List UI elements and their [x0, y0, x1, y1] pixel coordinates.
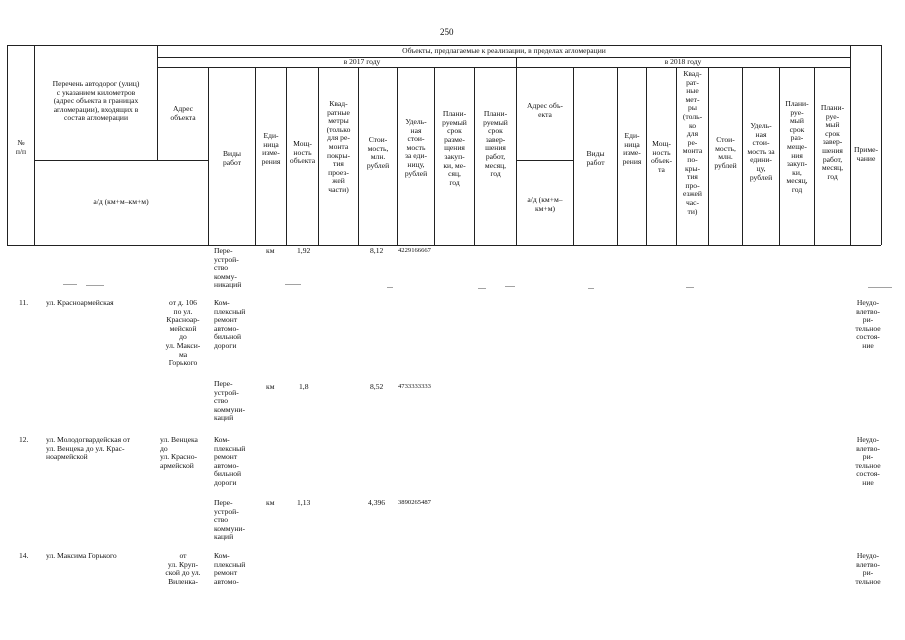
row12-number: 12. [19, 435, 29, 444]
row11-road-name: ул. Красноармейская [46, 298, 114, 307]
row12b-power: 1,13 [297, 498, 311, 507]
row12b-cost: 4,396 [368, 498, 386, 507]
row14-note: Неудо- влетво- ри- тельное [855, 551, 881, 586]
row0-power: 1,92 [297, 246, 311, 255]
row12-road-name: ул. Молодогвардейская от ул. Венцека до ул. Крас- ноармейской [46, 435, 131, 462]
header-road-km-2018: а/д (км+м– км+м) [527, 195, 563, 213]
row12b-works: Пере- устрой- ство коммуни- каций [214, 498, 246, 542]
header-unitcost-2018: Удель- ная стои- мость за едини- цу, рублей [747, 121, 775, 182]
header-road-km: а/д (км+м–км+м) [93, 197, 149, 206]
row11b-works: Пере- устрой- ство коммуни- каций [214, 379, 246, 423]
header-cost-2018: Стои- мость, млн. рублей [714, 135, 737, 170]
header-power-2018: Мощ- ность объек- та [651, 139, 672, 174]
row11-address: от д. 106 по ул. Красноар- мейской до ул. Макси- ма Горького [165, 298, 201, 368]
header-plan-place-2017: Плани- руемый срок разме- щения закуп- ки, ме- сяц, год [442, 109, 467, 187]
row11b-cost: 8,52 [370, 382, 384, 391]
row11b-unit: км [266, 382, 275, 391]
row14-address: от ул. Круп- ской до ул. Виленка- [165, 551, 201, 586]
header-sqm-2017: Квад- ратные метры (только для ре- монта покры- тия проез- жей части) [326, 99, 351, 194]
header-address-2018: Адрес объ- екта [527, 101, 563, 119]
header-works-2017: Виды работ [222, 149, 242, 167]
row11b-power: 1,8 [299, 382, 309, 391]
header-objects-title: Объекты, предлагаемые к реализации, в пределах агломерации [402, 46, 606, 55]
row12b-unit: км [266, 498, 275, 507]
page-number: 250 [440, 27, 454, 37]
row11-number: 11. [19, 298, 29, 307]
row11-note: Неудо- влетво- ри- тельное состоя- ние [855, 298, 881, 350]
row12b-unitcost: 3890265487 [398, 499, 431, 506]
header-unit-2017: Еди- ница изме- рения [261, 131, 281, 166]
row0-unitcost: 4229166667 [398, 247, 431, 254]
row11b-unitcost: 4733333333 [398, 383, 431, 390]
row14-number: 14. [19, 551, 29, 560]
header-works-2018: Виды работ [586, 149, 605, 167]
header-address-2017: Адрес объекта [170, 104, 196, 122]
row0-cost: 8,12 [370, 246, 384, 255]
header-unitcost-2017: Удель- ная стои- мость за еди- ницу, рублей [404, 117, 428, 178]
row12-note: Неудо- влетво- ри- тельное состоя- ние [855, 435, 881, 487]
header-cost-2017: Стои- мость, млн. рублей [366, 135, 390, 170]
header-year-2017: в 2017 году [343, 57, 381, 66]
header-sqm-2018: Квад- рат- ные мет- ры (толь- ко для ре- монта по- кры- тия про- езжей час- ти) [682, 69, 703, 216]
row12-works: Ком- плексный ремонт автомо- бильной дороги [214, 435, 246, 487]
header-number: № п/п [15, 138, 27, 156]
row14-works: Ком- плексный ремонт автомо- [214, 551, 246, 586]
header-power-2017: Мощ- ность объекта [289, 139, 316, 166]
header-plan-done-2018: Плани- руе- мый срок завер- шения работ, месяц, год [820, 103, 845, 181]
header-unit-2018: Еди- ница изме- рения [622, 131, 642, 166]
header-road-list: Перечень автодорог (улиц) с указанием километров (адрес объекта в границах агломерации), входящих в состав агломерации [52, 79, 140, 123]
header-plan-done-2017: Плани- руемый срок завер- шения работ, месяц, год [483, 109, 508, 179]
row0-works: Пере- устрой- ство комму- никаций [214, 246, 242, 290]
header-plan-place-2018: Плани- руе- мый срок раз- меще- ния закуп- ки, месяц, год [785, 99, 809, 194]
row0-unit: км [266, 246, 275, 255]
row11-works: Ком- плексный ремонт автомо- бильной дороги [214, 298, 246, 350]
header-note: Приме- чание [853, 145, 879, 163]
row12-address: ул. Венцека до ул. Красно- армейской [160, 435, 198, 470]
row14-road-name: ул. Максима Горького [46, 551, 117, 560]
header-year-2018: в 2018 году [664, 57, 702, 66]
